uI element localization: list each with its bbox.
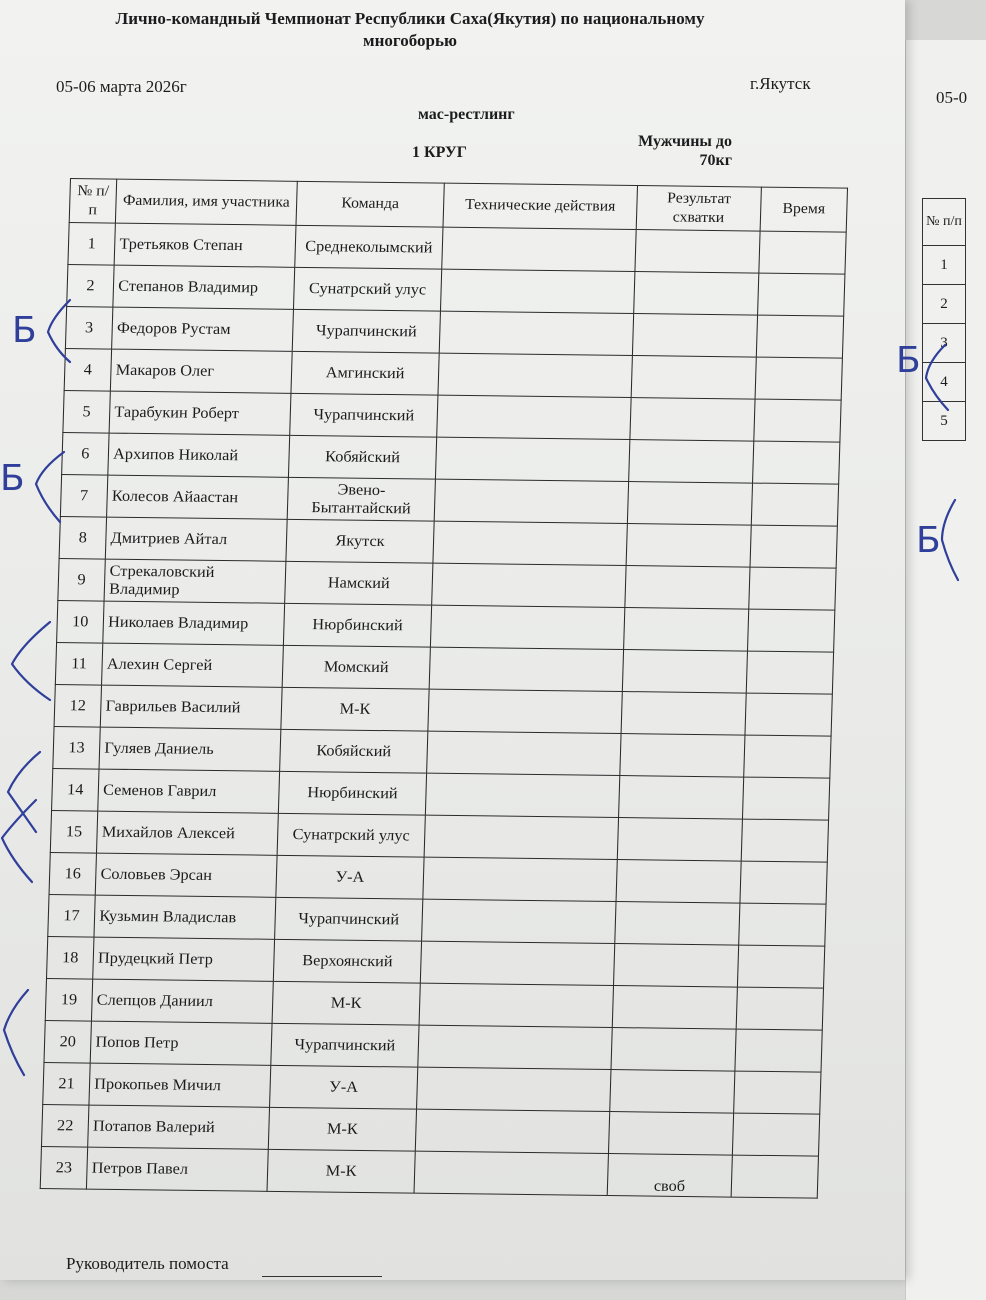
participant-name: Макаров Олег — [110, 349, 292, 393]
technical-actions-cell — [442, 227, 636, 271]
participant-name: Прудецкий Петр — [93, 937, 275, 981]
bout-result-cell — [626, 524, 751, 568]
time-cell — [751, 483, 838, 526]
team-name: Намский — [285, 561, 433, 605]
row-number: 14 — [52, 769, 99, 812]
bout-result-cell — [617, 818, 742, 862]
row-number: 23 — [40, 1147, 87, 1190]
time-cell — [753, 441, 840, 484]
row-number: 16 — [49, 853, 96, 896]
bout-result-cell — [634, 272, 759, 316]
time-cell — [736, 987, 823, 1030]
bout-result-cell — [625, 566, 750, 610]
adjacent-row-number: 4 — [923, 363, 966, 402]
col-header-time: Время — [760, 187, 847, 232]
row-number: 20 — [44, 1021, 91, 1064]
time-cell — [744, 735, 831, 778]
col-header-team: Команда — [296, 181, 444, 227]
participant-name: Архипов Николай — [108, 433, 290, 477]
bout-result-cell: своб — [607, 1154, 732, 1198]
row-number: 1 — [68, 223, 115, 266]
participant-name: Николаев Владимир — [103, 601, 285, 645]
event-date: 05-06 марта 2026г — [56, 77, 187, 96]
time-cell — [745, 693, 832, 736]
technical-actions-cell — [419, 983, 613, 1027]
technical-actions-cell — [429, 647, 623, 691]
team-name: Сунатрский улус — [293, 267, 441, 311]
time-cell — [734, 1071, 821, 1114]
row-number: 17 — [48, 895, 95, 938]
time-cell — [739, 903, 826, 946]
participant-name: Слепцов Даниил — [91, 979, 273, 1023]
team-name: Верхоянский — [273, 939, 421, 983]
technical-actions-cell — [424, 815, 618, 859]
row-number: 13 — [53, 727, 100, 770]
event-city: г.Якутск — [750, 74, 811, 93]
technical-actions-cell — [425, 773, 619, 817]
bout-result-cell — [612, 986, 737, 1030]
bout-result-cell — [624, 608, 749, 652]
bout-result-cell — [622, 650, 747, 694]
participant-name: Петров Павел — [86, 1147, 268, 1191]
adjacent-row-number: 1 — [923, 246, 966, 285]
col-header-result: Результат схватки — [636, 186, 761, 232]
team-name: Чурапчинский — [290, 393, 438, 437]
time-cell — [741, 819, 828, 862]
row-number: 6 — [62, 433, 109, 476]
row-number: 10 — [57, 601, 104, 644]
team-name: Амгинский — [291, 351, 439, 395]
time-cell — [754, 399, 841, 442]
row-number: 8 — [59, 517, 106, 560]
technical-actions-cell — [428, 689, 622, 733]
row-number: 21 — [43, 1063, 90, 1106]
time-cell — [746, 651, 833, 694]
bout-result-cell — [611, 1028, 736, 1072]
row-number: 7 — [60, 475, 107, 518]
bout-result-cell — [631, 356, 756, 400]
time-cell — [756, 315, 843, 358]
team-name: Кобяйский — [280, 729, 428, 773]
bout-result-cell — [615, 902, 740, 946]
time-cell — [750, 525, 837, 568]
team-name: У-А — [270, 1065, 418, 1109]
participant-name: Стрекаловский Владимир — [104, 559, 286, 603]
time-cell — [735, 1029, 822, 1072]
technical-actions-cell — [437, 395, 631, 439]
team-name: Чурапчинский — [271, 1023, 419, 1067]
row-number: 19 — [45, 979, 92, 1022]
bout-result-cell — [629, 440, 754, 484]
handwritten-letter-b: Б — [0, 458, 25, 499]
row-number: 5 — [63, 391, 110, 434]
technical-actions-cell — [420, 941, 614, 985]
bout-result-cell — [620, 734, 745, 778]
time-cell — [759, 231, 846, 274]
bout-result-cell — [630, 398, 755, 442]
participant-name: Прокопьев Мичил — [89, 1063, 271, 1107]
row-number: 4 — [64, 349, 111, 392]
team-name: Кобяйский — [288, 435, 436, 479]
col-header-actions: Технические действия — [443, 183, 638, 229]
time-cell — [740, 861, 827, 904]
participant-name: Третьяков Степан — [114, 223, 296, 267]
adjacent-row-number: 3 — [923, 324, 966, 363]
participant-name: Соловьев Эрсан — [95, 853, 277, 897]
technical-actions-cell — [422, 899, 616, 943]
technical-actions-cell — [435, 437, 629, 481]
discipline-label: мас-рестлинг — [418, 106, 515, 123]
time-cell — [758, 273, 845, 316]
team-name: Момский — [282, 645, 430, 689]
technical-actions-cell — [418, 1025, 612, 1069]
adjacent-row-number: 2 — [923, 285, 966, 324]
weight-category: Мужчины до 70кг — [638, 133, 732, 169]
technical-actions-cell — [430, 605, 624, 649]
participant-name: Потапов Валерий — [88, 1105, 270, 1149]
technical-actions-cell — [434, 479, 628, 523]
table-row — [40, 1147, 818, 1199]
row-number: 12 — [54, 685, 101, 728]
adjacent-sheet — [905, 40, 986, 1300]
team-name: Эвено-Бытантайский — [287, 477, 435, 521]
adjacent-sheet-table — [922, 198, 966, 441]
col-header-number: № п/п — [69, 179, 117, 224]
row-number: 15 — [50, 811, 97, 854]
participant-name: Семенов Гаврил — [98, 769, 280, 813]
participant-name: Михайлов Алексей — [96, 811, 278, 855]
handwritten-letter-b: Б — [12, 310, 37, 351]
time-cell — [742, 777, 829, 820]
technical-actions-cell — [414, 1151, 608, 1195]
bout-result-cell — [608, 1112, 733, 1156]
participant-name: Кузьмин Владислав — [94, 895, 276, 939]
team-name: Сунатрский улус — [277, 813, 425, 857]
round-label: 1 КРУГ — [412, 144, 467, 161]
row-number: 11 — [55, 643, 102, 686]
team-name: М-К — [272, 981, 420, 1025]
adjacent-row-number: 5 — [923, 402, 966, 441]
team-name: Среднеколымский — [295, 225, 443, 269]
row-number: 18 — [47, 937, 94, 980]
bout-result-cell — [632, 314, 757, 358]
technical-actions-cell — [427, 731, 621, 775]
row-number: 3 — [65, 307, 112, 350]
bout-result-cell — [610, 1070, 735, 1114]
technical-actions-cell — [415, 1109, 609, 1153]
time-cell — [731, 1155, 818, 1198]
row-number: 22 — [41, 1105, 88, 1148]
col-header-name: Фамилия, имя участника — [115, 179, 297, 225]
team-name: Нюрбинский — [283, 603, 431, 647]
bout-result-cell — [619, 776, 744, 820]
footer-signature-label: Руководитель помоста — [66, 1254, 229, 1273]
adjacent-header-cell: № п/п — [923, 199, 966, 246]
time-cell — [749, 567, 836, 610]
team-name: М-К — [281, 687, 429, 731]
technical-actions-cell — [417, 1067, 611, 1111]
team-name: Чурапчинский — [275, 897, 423, 941]
bout-result-cell — [614, 944, 739, 988]
participant-name: Попов Петр — [90, 1021, 272, 1065]
participant-name: Степанов Владимир — [113, 265, 295, 309]
technical-actions-cell — [438, 353, 632, 397]
participant-name: Колесов Айаастан — [107, 475, 289, 519]
bout-result-cell — [627, 482, 752, 526]
technical-actions-cell — [439, 311, 633, 355]
roster-table-wrapper — [40, 178, 847, 1199]
handwritten-letter-b: Б — [916, 520, 941, 561]
technical-actions-cell — [432, 563, 626, 607]
team-name: Чурапчинский — [292, 309, 440, 353]
team-name: М-К — [267, 1149, 415, 1193]
adjacent-sheet-date: 05-0 — [936, 88, 968, 107]
participant-name: Гаврильев Василий — [100, 685, 282, 729]
participant-name: Алехин Сергей — [102, 643, 284, 687]
participant-name: Тарабукин Роберт — [109, 391, 291, 435]
document-title: Лично-командный Чемпионат Республики Саха(Якутия) по национальному многоборью — [115, 9, 705, 50]
time-cell — [755, 357, 842, 400]
technical-actions-cell — [440, 269, 634, 313]
participant-name: Гуляев Даниель — [99, 727, 281, 771]
participant-name: Дмитриев Айтал — [105, 517, 287, 561]
team-name: Нюрбинский — [278, 771, 426, 815]
row-number: 2 — [67, 265, 114, 308]
handwritten-letter-b: Б — [896, 340, 921, 381]
team-name: Якутск — [286, 519, 434, 563]
time-cell — [747, 609, 834, 652]
technical-actions-cell — [433, 521, 627, 565]
team-name: У-А — [276, 855, 424, 899]
bout-result-cell — [635, 230, 760, 274]
time-cell — [737, 945, 824, 988]
technical-actions-cell — [423, 857, 617, 901]
team-name: М-К — [268, 1107, 416, 1151]
participant-name: Федоров Рустам — [112, 307, 294, 351]
signature-line — [262, 1276, 382, 1277]
bout-result-cell — [616, 860, 741, 904]
bout-result-cell — [621, 692, 746, 736]
row-number: 9 — [58, 559, 105, 602]
roster-table — [40, 178, 848, 1199]
time-cell — [732, 1113, 819, 1156]
